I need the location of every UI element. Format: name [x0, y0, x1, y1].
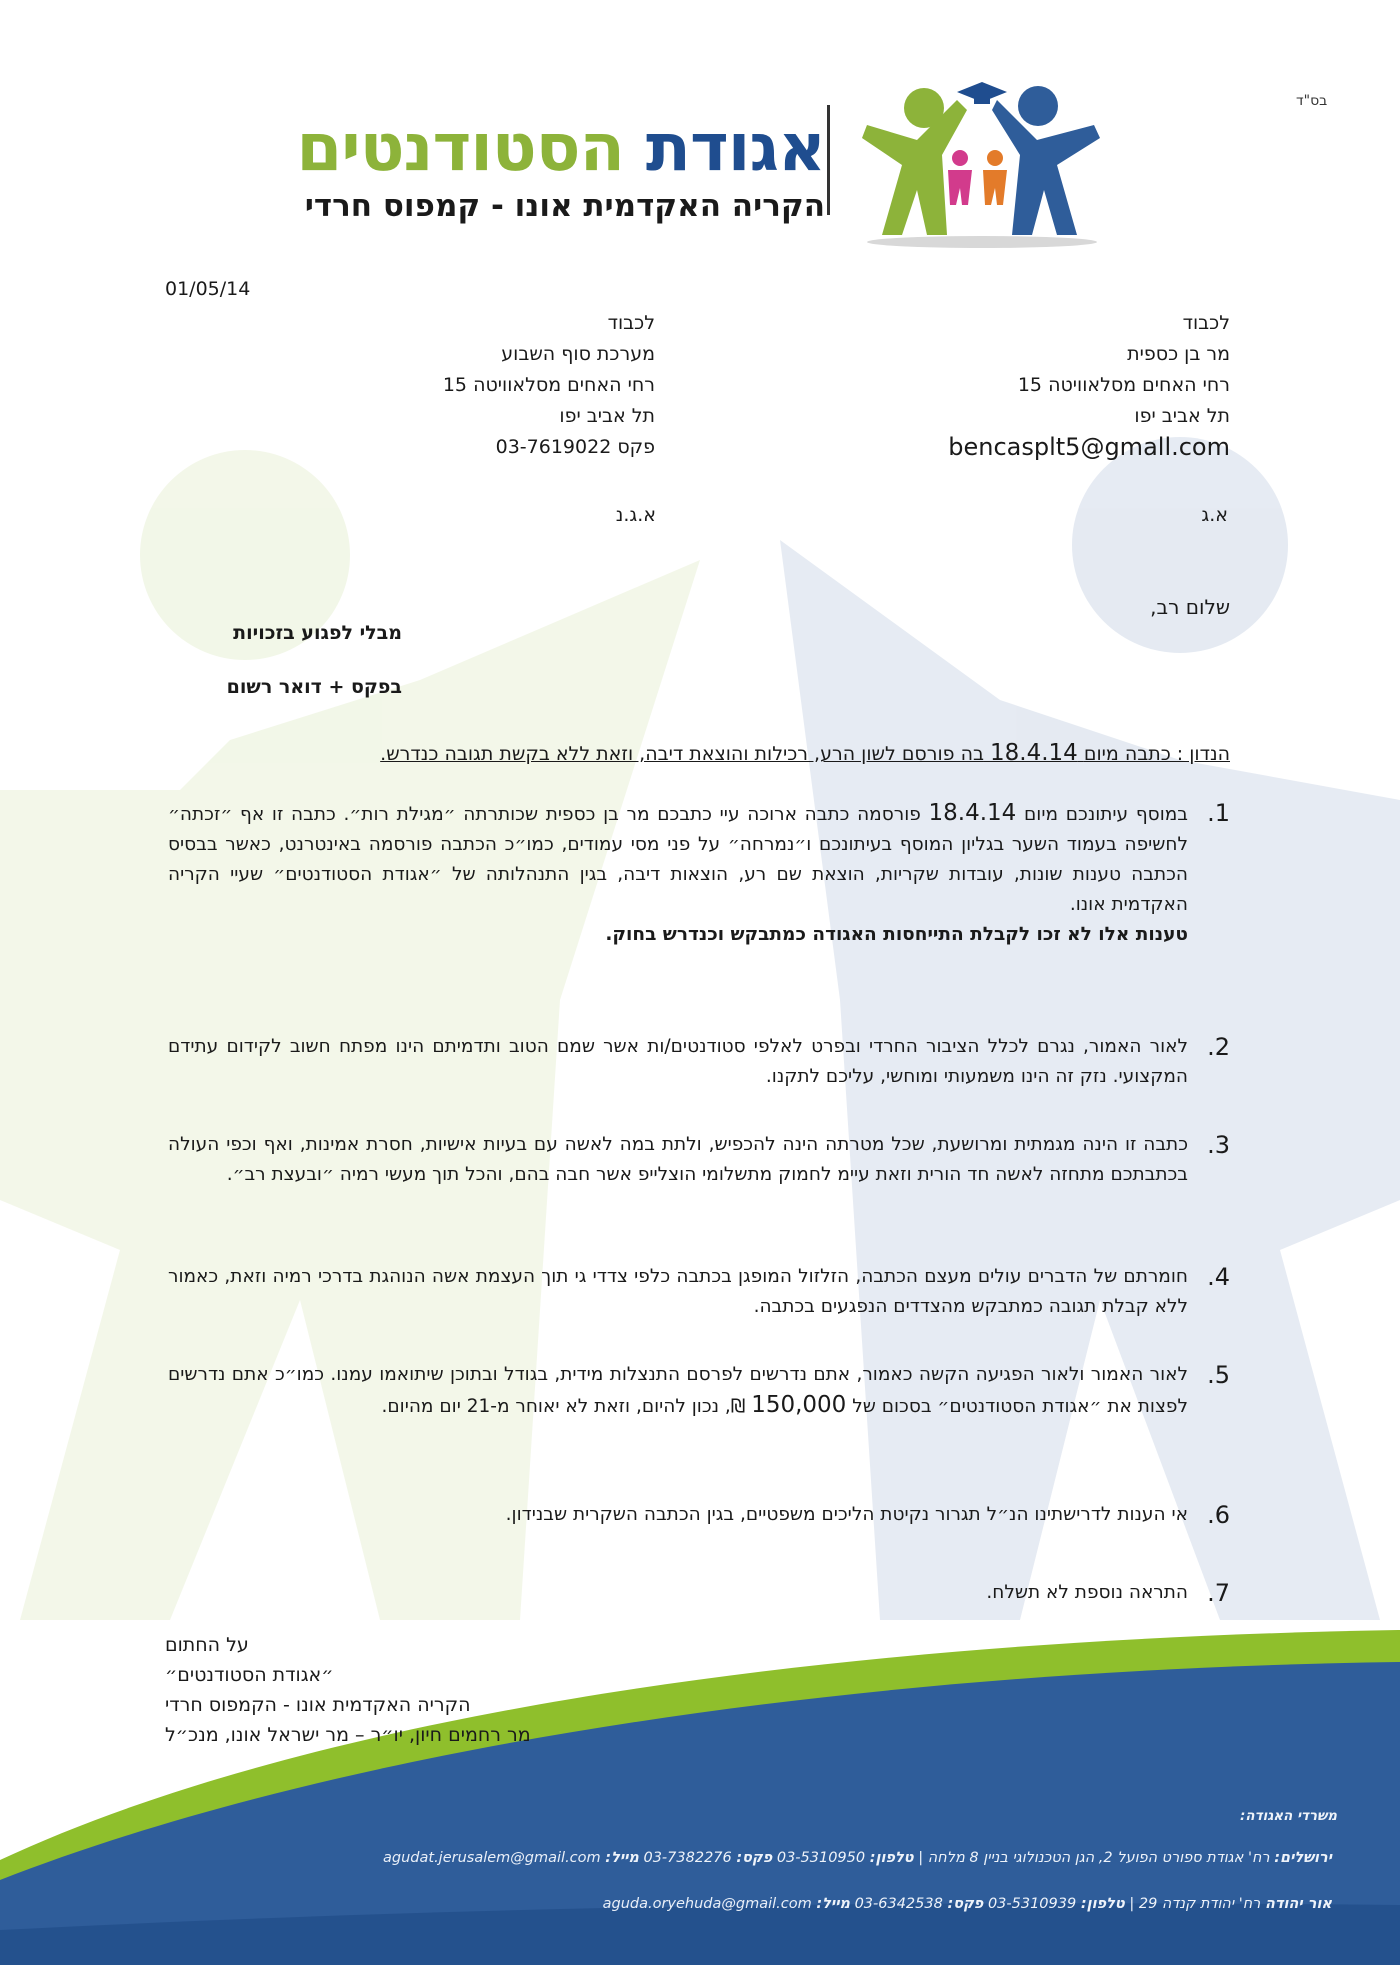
recipient-street: רחי האחים מסלאוויטה 15 — [442, 374, 655, 396]
recipient-city: תל אביב יפו — [559, 405, 655, 427]
footer-fax-label: פקס: — [736, 1850, 773, 1866]
item-text: במוסף עיתונכם מיום — [1024, 804, 1188, 825]
org-subtitle: הקריה האקדמית אונו - קמפוס חרדי — [304, 188, 825, 224]
footer-address: רח' אגודת ספורט הפועל 2, הגן הטכנולוגי בניין 8 מלחה — [927, 1850, 1270, 1866]
item-text: פורסמה כתבה ארוכה עיי כתבכם מר בן כספית שכותרתה ״מגילת רות״. כתבה זו אף ״זכתה״ לחשיפה בעמוד השער בגליון המוסף בעיתונכם ו״נמרחה״ על פני מסי עמודים, כמו״כ הכתבה פורסמה באינטרנט, כאשר בבסיס הכתבה טענות שונות, עובדות שקריות, הוצאת שם רע, הוצאות דיבה, בגין התנהלותה של ״אגודת הסטודנטים״ שעיי הקריה האקדמית אונו. — [168, 804, 1188, 915]
item-number: 6. — [1207, 1501, 1230, 1529]
item-bold-text: טענות אלו לא זכו לקבלת התייחסות האגודה כמתבקש וכנדרש בחוק. — [605, 924, 1188, 945]
recipient-block-primary — [710, 308, 1230, 463]
item-amount: 150,000 — [751, 1392, 847, 1418]
item-number: 1. — [1207, 799, 1230, 827]
item-text: חומרתם של הדברים עולים מעצם הכתבה, הזלזול המופגן בכתבה כלפי צדדי גי תוך העצמת אשה הנוהגת בדרכי רמיה וזאת, כאמור ללא קבלת תגובה כמתבקש מהצדדים הנפגעים בכתבה. — [168, 1266, 1188, 1317]
item-number: 4. — [1207, 1263, 1230, 1291]
subject-text: בה פורסם לשון הרע, רכילות והוצאת דיבה, וזאת ללא בקשת תגובה כנדרש. — [380, 743, 984, 765]
footer-fax-label: פקס: — [947, 1896, 984, 1912]
logo-divider — [827, 105, 830, 215]
footer-phone: 03-5310950 — [776, 1850, 866, 1866]
footer-fax: 03-6342538 — [854, 1896, 943, 1912]
subject-line — [168, 738, 1230, 769]
students-logo-icon — [862, 70, 1102, 255]
footer-oryehuda-contact: אור יהודה רח' יהודת קנדה 29 | טלפון: 03-5310939 פקס: 03-6342538 מייל: aguda.oryehuda@gmail.com — [602, 1896, 1332, 1912]
recipient-name: מערכת סוף השבוע — [501, 343, 655, 365]
recipient-email: bencasplt5@gmall.com — [948, 433, 1230, 461]
signature-names: מר רחמים חיון, יו״ר – מר ישראל אונו, מנכ״ל — [165, 1724, 531, 1746]
recipient-fax: פקס 03-7619022 — [495, 436, 655, 458]
footer-address: רח' יהודת קנדה 29 — [1138, 1896, 1261, 1912]
footer-fax: 03-7382276 — [643, 1850, 732, 1866]
footer-phone-label: טלפון: — [869, 1850, 914, 1866]
recipient-name: מר בן כספית — [1127, 343, 1230, 365]
item-number: 2. — [1207, 1033, 1230, 1061]
footer-city: ירושלים: — [1274, 1850, 1332, 1866]
list-item — [168, 1578, 1230, 1608]
salutation-abbr-secondary: א.ג.נ — [615, 504, 656, 526]
salutation-abbr-primary: א.ג — [1201, 504, 1228, 526]
footer-mail-label: מייל: — [816, 1896, 850, 1912]
org-name-word1: אגודת — [645, 109, 825, 186]
signature-org: ״אגודת הסטודנטים״ — [165, 1664, 334, 1686]
signature-campus: הקריה האקדמית אונו - הקמפוס חרדי — [165, 1694, 471, 1716]
footer-email-link[interactable]: aguda.oryehuda@gmail.com — [602, 1896, 812, 1912]
footer-heading: משרדי האגודה: — [1240, 1808, 1337, 1824]
subject-prefix: הנדון : כתבה מיום — [1083, 743, 1230, 765]
org-name-word2: הסטודנטים — [296, 109, 624, 186]
list-item — [168, 1032, 1230, 1092]
item-text: ₪, נכון להיום, וזאת לא יאוחר מ-21 יום מהיום. — [381, 1396, 746, 1417]
recipient-city: תל אביב יפו — [1134, 405, 1230, 427]
item-date: 18.4.14 — [928, 800, 1017, 826]
footer-phone: 03-5310939 — [987, 1896, 1077, 1912]
without-prejudice-note: מבלי לפגוע בזכויות — [233, 622, 402, 644]
letter-date: 01/05/14 — [165, 278, 251, 300]
item-text: כתבה זו הינה מגמתית ומרושעת, שכל מטרתה הינה להכפיש, ולתת במה לאשה עם בעיות אישיות, חסרת אמינות, ואף וכפי העולה בכתבתכם מתחזה לאשה חד הורית וזאת עיימ לחמוק מתשלומי הוצלייפ אשר חבה בהם, והכל תוך מעשי רמיה ״ובעצת רב״. — [168, 1134, 1188, 1185]
item-text: אי הענות לדרישתינו הנ״ל תגרור נקיטת הליכים משפטיים, בגין הכתבה השקרית שבנידון. — [505, 1504, 1188, 1525]
list-item — [168, 1262, 1230, 1322]
list-item — [168, 1360, 1230, 1422]
recipient-line: לכבוד — [607, 312, 655, 334]
subject-date: 18.4.14 — [990, 740, 1078, 766]
signature-label: על החתום — [165, 1634, 249, 1656]
list-item — [168, 798, 1230, 950]
list-item — [168, 1130, 1230, 1190]
item-number: 7. — [1207, 1579, 1230, 1607]
item-number: 3. — [1207, 1131, 1230, 1159]
recipient-street: רחי האחים מסלאוויטה 15 — [1017, 374, 1230, 396]
footer-city: אור יהודה — [1264, 1896, 1332, 1912]
footer-phone-label: טלפון: — [1080, 1896, 1125, 1912]
footer-jerusalem-contact: ירושלים: רח' אגודת ספורט הפועל 2, הגן הטכנולוגי בניין 8 מלחה | טלפון: 03-5310950 פקס: 03-7382276 מייל: agudat.jerusalem@gmail.com — [383, 1850, 1332, 1866]
delivery-method: בפקס + דואר רשום — [226, 676, 402, 698]
item-text: לאור האמור ולאור הפגיעה הקשה כאמור, אתם נדרשים לפרסם התנצלות מידית, בגודל ובתוכן שיתואמו עמנו. כמו״כ אתם נדרשים לפצות את ״אגודת הסטודנטים״ בסכום של — [168, 1364, 1188, 1417]
bsd-mark: בס"ד — [1296, 93, 1328, 109]
watermark-head-blue — [1072, 437, 1288, 653]
greeting: שלום רב, — [1150, 595, 1230, 619]
item-text: לאור האמור, נגרם לכלל הציבור החרדי ובפרט לאלפי סטודנטים/ות אשר שמם הטוב ותדמיתם הינו מפתח חשוב לקידום עתידם המקצועי. נזק זה הינו משמעותי ומוחשי, עליכם לתקנו. — [168, 1036, 1188, 1087]
list-item — [168, 1500, 1230, 1530]
footer-email-link[interactable]: agudat.jerusalem@gmail.com — [383, 1850, 601, 1866]
recipient-line: לכבוד — [1182, 312, 1230, 334]
footer-mail-label: מייל: — [605, 1850, 639, 1866]
org-name — [225, 109, 825, 186]
signature-block — [165, 1630, 765, 1750]
recipient-block-secondary — [275, 308, 655, 463]
org-logo-text — [225, 109, 825, 226]
item-text: התראה נוספת לא תשלח. — [986, 1582, 1188, 1603]
item-number: 5. — [1207, 1361, 1230, 1389]
